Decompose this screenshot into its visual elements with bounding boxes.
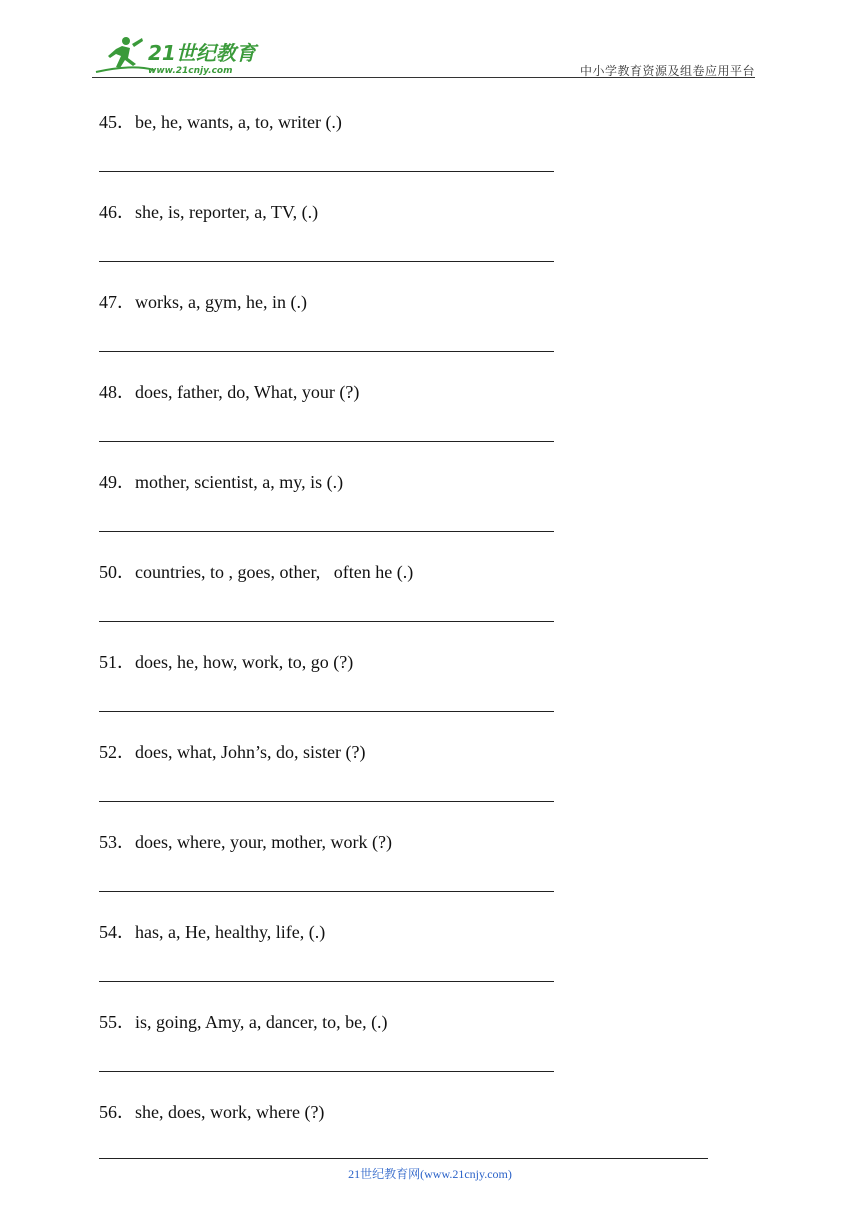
answer-blank-line[interactable]: [99, 891, 554, 892]
question-item: [99, 381, 359, 403]
question-number: 51．: [99, 652, 135, 672]
logo-main-text: 21世纪教育: [148, 41, 256, 65]
question-number: 56．: [99, 1102, 135, 1122]
question-item: [99, 651, 353, 673]
question-number: 52．: [99, 742, 135, 762]
page-header: [92, 30, 755, 78]
question-words: countries, to , goes, other, often he (.): [135, 562, 414, 582]
answer-blank-line[interactable]: [99, 261, 554, 262]
question-number: 55．: [99, 1012, 135, 1032]
question-words: does, what, John’s, do, sister (?): [135, 742, 366, 762]
question-words: does, father, do, What, your (?): [135, 382, 360, 402]
answer-blank-line[interactable]: [99, 351, 554, 352]
question-words: be, he, wants, a, to, writer (.): [135, 112, 342, 132]
question-item: [99, 471, 343, 493]
question-item: [99, 201, 318, 223]
question-number: 45．: [99, 112, 135, 132]
answer-blank-line[interactable]: [99, 441, 554, 442]
logo-21cnjy: [92, 34, 262, 78]
question-words: she, is, reporter, a, TV, (.): [135, 202, 319, 222]
question-words: does, he, how, work, to, go (?): [135, 652, 354, 672]
answer-blank-line[interactable]: [99, 531, 554, 532]
question-words: she, does, work, where (?): [135, 1102, 325, 1122]
runner-icon: [108, 37, 143, 68]
question-words: works, a, gym, he, in (.): [135, 292, 307, 312]
question-number: 49．: [99, 472, 135, 492]
header-divider: [92, 77, 755, 78]
question-item: [99, 291, 307, 313]
answer-blank-line[interactable]: [99, 1071, 554, 1072]
question-number: 46．: [99, 202, 135, 222]
question-words: has, a, He, healthy, life, (.): [135, 922, 326, 942]
platform-title: 中小学教育资源及组卷应用平台: [579, 64, 755, 78]
question-item: [99, 1011, 388, 1033]
question-item: [99, 1101, 324, 1123]
answer-blank-line[interactable]: [99, 981, 554, 982]
question-number: 47．: [99, 292, 135, 312]
question-number: 54．: [99, 922, 135, 942]
answer-blank-line[interactable]: [99, 801, 554, 802]
question-words: mother, scientist, a, my, is (.): [135, 472, 344, 492]
question-words: is, going, Amy, a, dancer, to, be, (.): [135, 1012, 388, 1032]
logo-sub-text: www.21cnjy.com: [148, 66, 233, 76]
question-number: 53．: [99, 832, 135, 852]
answer-blank-line[interactable]: [99, 711, 554, 712]
question-item: [99, 831, 392, 853]
answer-blank-line[interactable]: [99, 621, 554, 622]
question-item: [99, 741, 365, 763]
answer-blank-line[interactable]: [99, 171, 554, 172]
question-item: [99, 921, 325, 943]
footer-text: 21世纪教育网(www.21cnjy.com): [348, 1167, 512, 1181]
question-words: does, where, your, mother, work (?): [135, 832, 392, 852]
question-number: 48．: [99, 382, 135, 402]
question-item: [99, 561, 413, 583]
question-number: 50．: [99, 562, 135, 582]
footer-divider: [99, 1158, 708, 1159]
question-item: [99, 111, 342, 133]
